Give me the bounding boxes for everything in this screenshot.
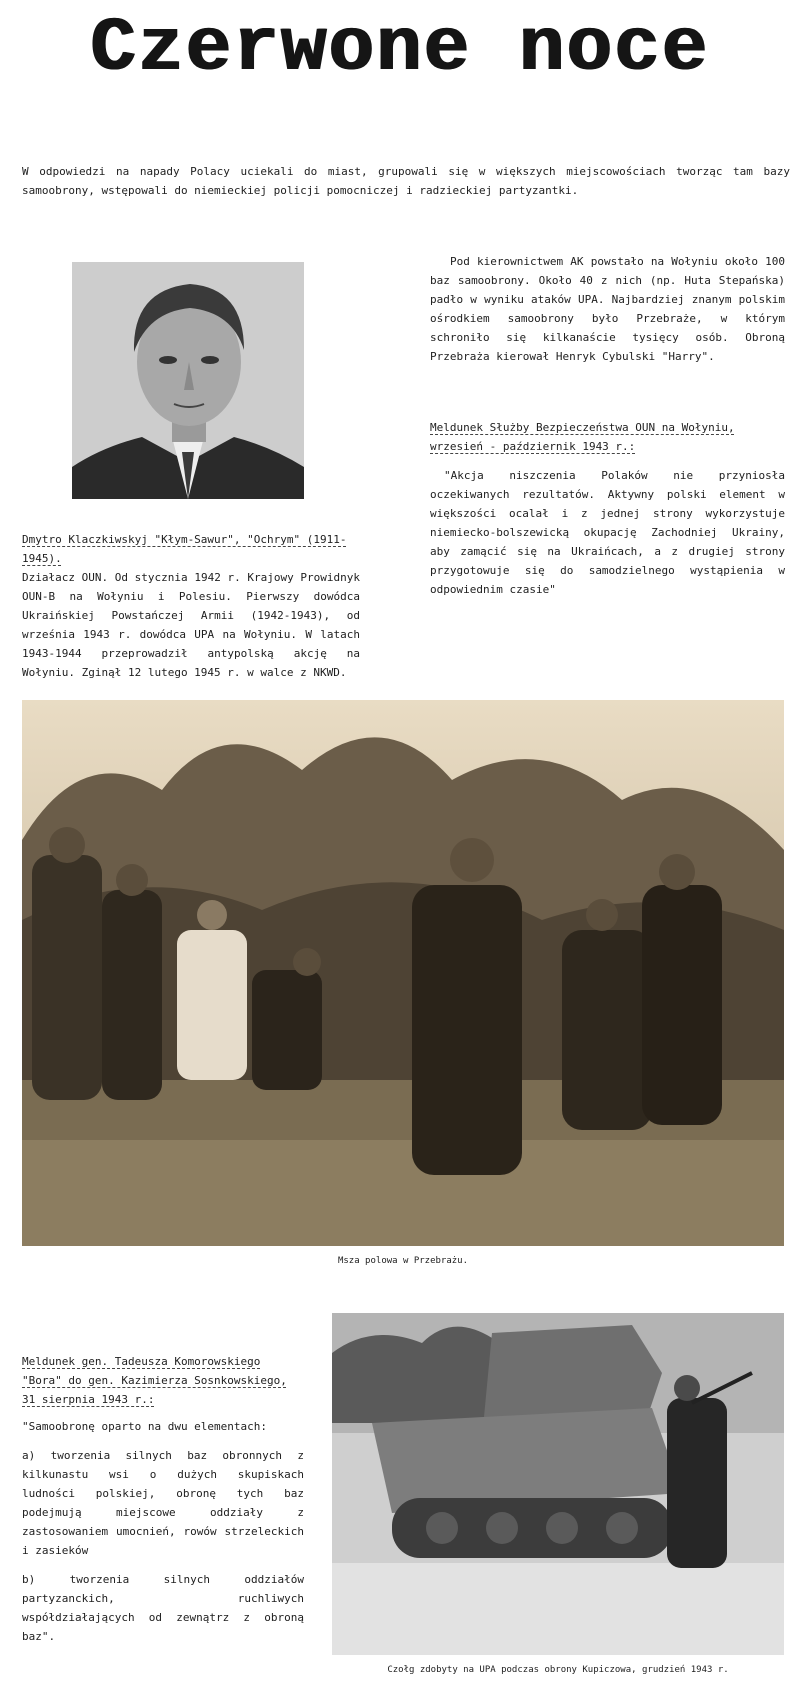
bor-report-heading: Meldunek gen. Tadeusza Komorowskiego "Bora" do gen. Kazimierza Sosnkowskiego, 31 sierpnia 1943 r.: bbox=[22, 1355, 287, 1406]
portrait-photo bbox=[72, 262, 304, 499]
mass-photo-caption: Msza polowa w Przebrażu. bbox=[337, 1256, 469, 1266]
page-title: Czerwone noce bbox=[90, 6, 710, 92]
bor-report-intro: "Samoobronę oparto na dwu elementach: bbox=[22, 1420, 268, 1433]
oun-report-heading: Meldunek Służby Bezpieczeństwa OUN na Wołyniu, wrzesień - październik 1943 r.: bbox=[430, 421, 735, 453]
field-mass-photo bbox=[22, 700, 784, 1246]
bor-report-point-b: b) tworzenia silnych oddziałów partyzanckich, ruchliwych współdziałających od zewnątrz z obroną baz". bbox=[22, 1573, 304, 1643]
tank-photo-caption: Czołg zdobyty na UPA podczas obrony Kupiczowa, grudzień 1943 r. bbox=[387, 1665, 729, 1675]
captured-tank-photo bbox=[332, 1313, 784, 1655]
ak-paragraph: Pod kierownictwem AK powstało na Wołyniu około 100 baz samoobrony. Około 40 z nich (np. Huta Stepańska) padło w wyniku ataków UPA. Najbardziej znanym polskim ośrodkiem samoobrony było Przebraże, w którym schroniło się kilkanaście tysięcy osób. Obroną Przebraża kierował Henryk Cybulski "Harry". bbox=[430, 255, 785, 363]
oun-report-quote: "Akcja niszczenia Polaków nie przyniosła oczekiwanych rezultatów. Aktywny polski element w większości ocalał i z jednej strony wykorzystuje niemiecko-bolszewicką okupację Zachodniej Ukrainy, aby zamącić się na Ukraińcach, a z drugiej strony przygotowuje się do samodzielnego wystąpienia w odpowiednim czasie" bbox=[430, 469, 785, 596]
portrait-name: Dmytro Klaczkiwskyj "Kłym-Sawur", "Ochrym" (1911-1945). bbox=[22, 533, 347, 565]
intro-paragraph: W odpowiedzi na napady Polacy uciekali do miast, grupowali się w większych miejscowościach tworząc tam bazy samoobrony, wstępowali do niemieckiej policji pomocniczej i radzieckiej partyzantki. bbox=[22, 165, 790, 197]
portrait-bio: Działacz OUN. Od stycznia 1942 r. Krajowy Prowidnyk OUN-B na Wołyniu i Polesiu. Pierwszy dowódca Ukraińskiej Powstańczej Armii (1942-1943), od września 1943 r. dowódca UPA na Wołyniu. W latach 1943-1944 przeprowadził antypolską akcję na Wołyniu. Zginął 12 lutego 1945 r. w walce z NKWD. bbox=[22, 571, 360, 679]
bor-report-point-a: a) tworzenia silnych baz obronnych z kilkunastu wsi o dużych skupiskach ludności polskiej, obronę tych baz podejmują miejscowe oddziały z zastosowaniem umocnień, rowów strzeleckich i zasieków bbox=[22, 1449, 304, 1557]
